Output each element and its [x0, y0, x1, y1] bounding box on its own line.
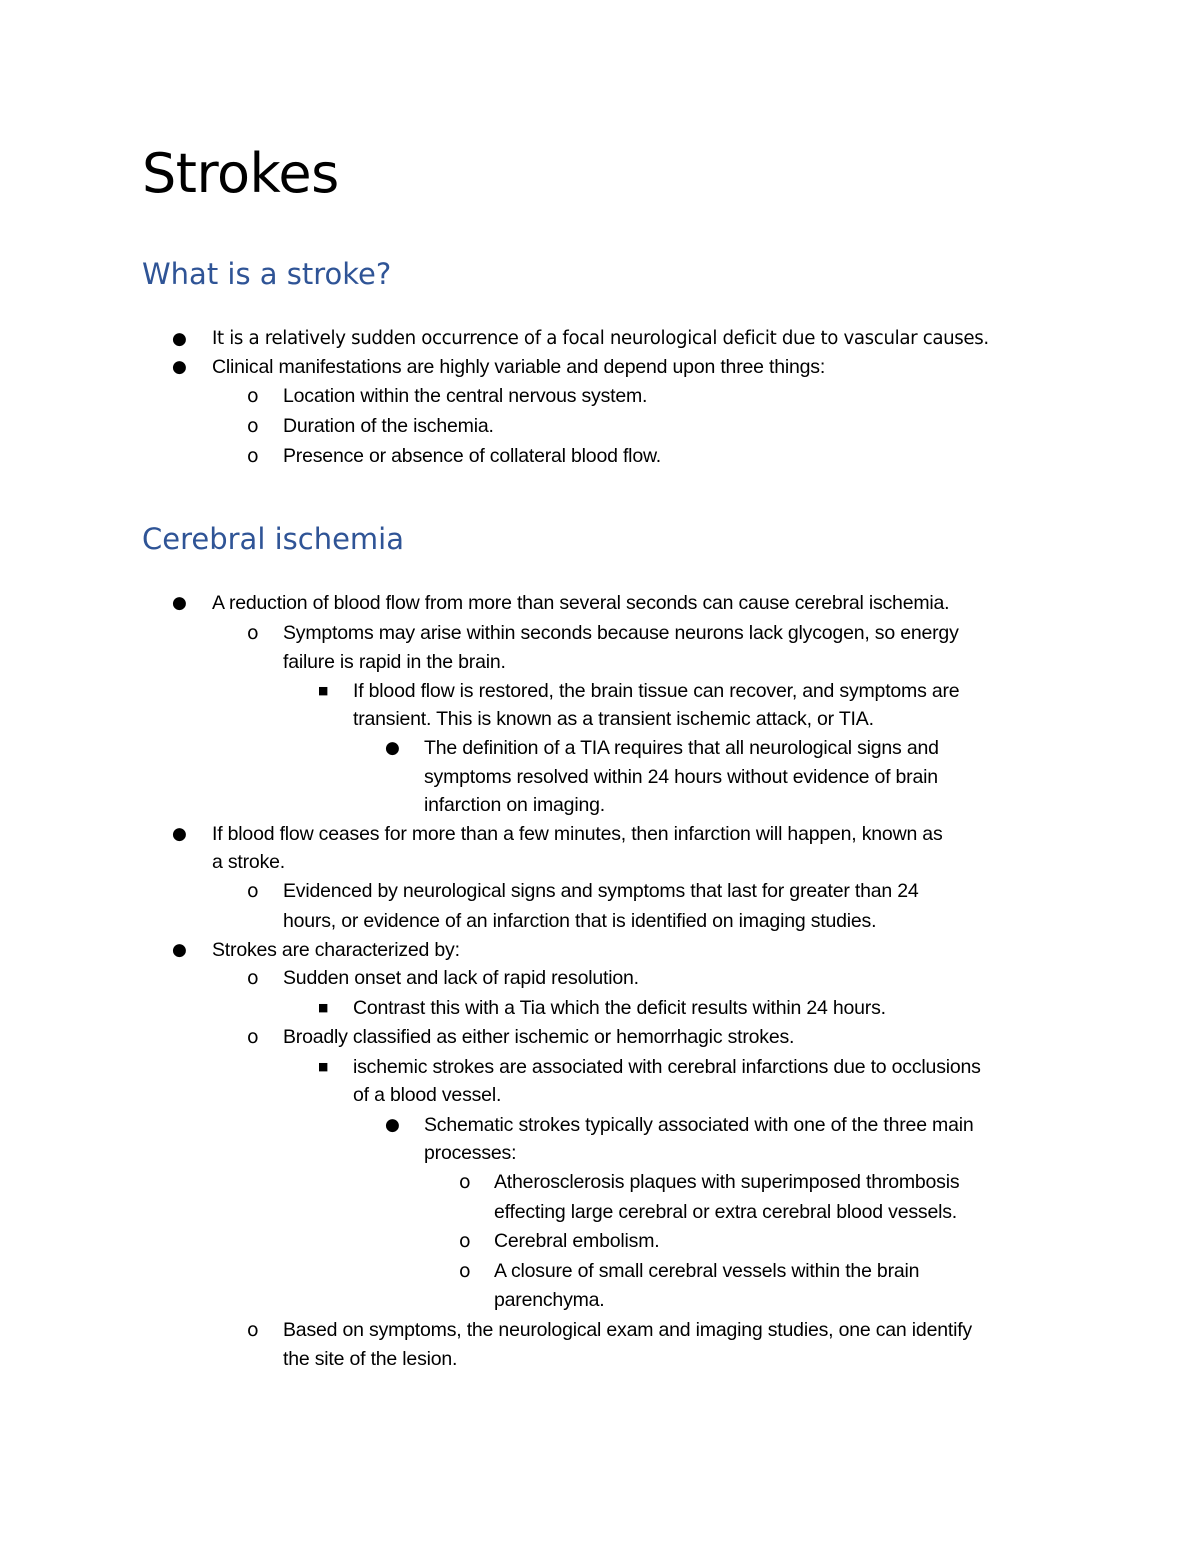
list-item-continuation: a stroke.: [212, 851, 285, 873]
bullet-circle-icon: o: [459, 1171, 471, 1193]
list-item: The definition of a TIA requires that all neurological signs and: [424, 737, 939, 759]
list-item-continuation: processes:: [424, 1142, 517, 1164]
list-item: Broadly classified as either ischemic or hemorrhagic strokes.: [283, 1026, 795, 1048]
document-title: Strokes: [142, 142, 339, 205]
list-item: Presence or absence of collateral blood flow.: [283, 445, 661, 467]
list-item: Sudden onset and lack of rapid resolution.: [283, 967, 639, 989]
bullet-circle-icon: o: [247, 1026, 259, 1048]
section-heading-cerebral-ischemia: Cerebral ischemia: [142, 522, 405, 556]
list-item: If blood flow ceases for more than a few minutes, then infarction will happen, known as: [212, 823, 943, 845]
list-item-continuation: the site of the lesion.: [283, 1348, 458, 1370]
list-item: Strokes are characterized by:: [212, 939, 460, 961]
bullet-circle-icon: o: [459, 1260, 471, 1282]
bullet-square-icon: ■: [318, 1001, 329, 1014]
bullet-disc-icon: ●: [172, 357, 187, 377]
bullet-disc-icon: ●: [172, 940, 187, 960]
bullet-circle-icon: o: [247, 967, 259, 989]
list-item-continuation: parenchyma.: [494, 1289, 605, 1311]
list-item: Location within the central nervous system.: [283, 385, 648, 407]
list-item: Schematic strokes typically associated with one of the three main: [424, 1114, 974, 1136]
list-item: Duration of the ischemia.: [283, 415, 494, 437]
bullet-circle-icon: o: [247, 880, 259, 902]
list-item: A closure of small cerebral vessels within the brain: [494, 1260, 920, 1282]
bullet-disc-icon: ●: [172, 824, 187, 844]
list-item: Atherosclerosis plaques with superimposed thrombosis: [494, 1171, 960, 1193]
bullet-square-icon: ■: [318, 1060, 329, 1073]
list-item: ischemic strokes are associated with cerebral infarctions due to occlusions: [353, 1056, 981, 1078]
section-heading-what-is-a-stroke: What is a stroke?: [142, 257, 392, 291]
bullet-disc-icon: ●: [172, 593, 187, 613]
list-item: Clinical manifestations are highly variable and depend upon three things:: [212, 356, 826, 378]
list-item: It is a relatively sudden occurrence of a focal neurological deficit due to vascular causes.: [212, 328, 989, 349]
list-item-continuation: failure is rapid in the brain.: [283, 651, 506, 673]
bullet-circle-icon: o: [247, 445, 259, 467]
bullet-square-icon: ■: [318, 684, 329, 697]
list-item-continuation: of a blood vessel.: [353, 1084, 502, 1106]
bullet-disc-icon: ●: [385, 1115, 400, 1135]
list-item-continuation: infarction on imaging.: [424, 794, 605, 816]
list-item: If blood flow is restored, the brain tissue can recover, and symptoms are: [353, 680, 960, 702]
list-item-continuation: effecting large cerebral or extra cerebral blood vessels.: [494, 1201, 957, 1223]
list-item: Evidenced by neurological signs and symptoms that last for greater than 24: [283, 880, 919, 902]
list-item: Cerebral embolism.: [494, 1230, 660, 1252]
bullet-circle-icon: o: [459, 1230, 471, 1252]
bullet-circle-icon: o: [247, 1319, 259, 1341]
list-item: Based on symptoms, the neurological exam and imaging studies, one can identify: [283, 1319, 972, 1341]
list-item: A reduction of blood flow from more than several seconds can cause cerebral ischemia.: [212, 592, 950, 614]
list-item-continuation: symptoms resolved within 24 hours without evidence of brain: [424, 766, 938, 788]
bullet-circle-icon: o: [247, 415, 259, 437]
bullet-disc-icon: ●: [385, 738, 400, 758]
bullet-circle-icon: o: [247, 385, 259, 407]
bullet-disc-icon: ●: [172, 329, 187, 349]
list-item: Contrast this with a Tia which the deficit results within 24 hours.: [353, 997, 886, 1019]
list-item: Symptoms may arise within seconds because neurons lack glycogen, so energy: [283, 622, 959, 644]
bullet-circle-icon: o: [247, 622, 259, 644]
list-item-continuation: hours, or evidence of an infarction that is identified on imaging studies.: [283, 910, 877, 932]
list-item-continuation: transient. This is known as a transient ischemic attack, or TIA.: [353, 708, 874, 730]
